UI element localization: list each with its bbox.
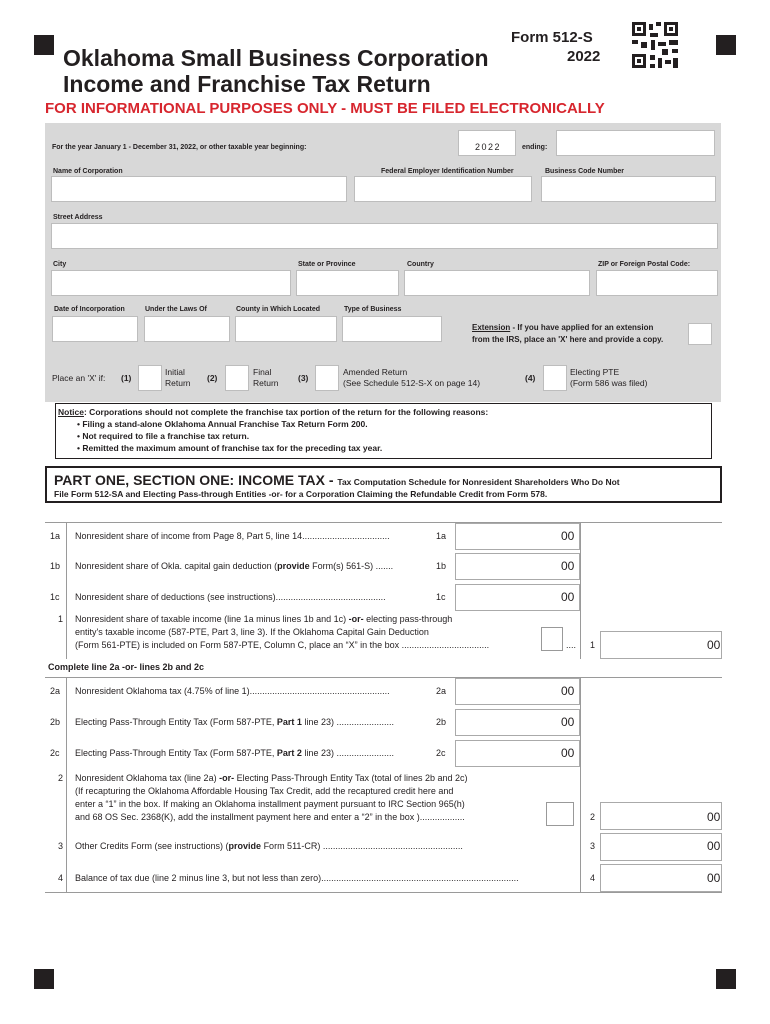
rule-section2-top [45,677,722,678]
line-2c-cents: 00 [561,746,575,760]
final-return-checkbox[interactable] [225,365,249,391]
under-laws-of-field[interactable] [144,316,230,342]
initial-return-label-a: Initial [165,367,185,377]
street-address-field[interactable] [51,223,718,249]
qr-code-icon [632,22,678,68]
line-2b-number: 2b [50,717,61,727]
line-1b-text-a: Nonresident share of Okla. capital gain deduction ( [75,561,278,571]
form-year: 2022 [567,48,601,65]
line-1b-number: 1b [50,561,61,571]
amended-return-checkbox[interactable] [315,365,339,391]
line-2-cents: 00 [707,810,721,824]
electing-pte-label-b: (Form 586 was filed) [570,378,648,388]
line-1a-number: 1a [50,531,61,541]
line-2c-text-a: Electing Pass-Through Entity Tax (Form 587-PTE, [75,748,277,758]
line-3-amount-field[interactable] [600,833,722,861]
line-1-amount-field[interactable] [600,631,722,659]
electing-pte-checkbox[interactable] [543,365,567,391]
county-label: County in Which Located [236,306,320,313]
notice-intro: : Corporations should not complete the franchise tax portion of the return for the following reasons: [83,407,489,417]
line-1-text-line1 [75,614,452,624]
line-2-text-line1 [75,773,468,783]
line-4-number: 4 [58,873,64,883]
form-title-line2: Income and Franchise Tax Return [63,71,431,97]
line-1-text-a: Nonresident share of taxable income (line 1a minus lines 1b and 1c) [75,614,349,624]
line-1b-text-c: Form(s) 561-S) ....... [309,561,394,571]
line-1-number: 1 [58,614,64,624]
date-of-incorporation-field[interactable] [52,316,138,342]
city-field[interactable] [51,270,291,296]
line-2c-ref: 2c [436,748,446,758]
type-of-business-field[interactable] [342,316,442,342]
line-2c-text-b: Part 2 [276,748,302,758]
registration-mark-top-right [716,35,736,55]
part-one-title: PART ONE, SECTION ONE: INCOME TAX - [54,472,338,488]
part-one-subtitle-1: Tax Computation Schedule for Nonresident Shareholders Who Do Not [337,477,620,487]
date-of-incorporation-label: Date of Incorporation [54,306,125,313]
line-2b-cents: 00 [561,715,575,729]
line-1b-ref: 1b [436,561,447,571]
registration-mark-top-left [34,35,54,55]
rule-bottom [45,892,722,893]
initial-return-checkbox[interactable] [138,365,162,391]
franchise-notice-text [58,407,488,419]
line-2b-text-a: Electing Pass-Through Entity Tax (Form 587-PTE, [75,717,277,727]
line-1a-text: Nonresident share of income from Page 8, Part 5, line 14................................... [75,531,390,541]
rule-right-col-2 [580,677,581,892]
extension-line1: - If you have applied for an extension [510,323,654,332]
line-1-ref: 1 [590,640,596,650]
electing-pte-label-a: Electing PTE [570,367,620,377]
line-2-text-line3: enter a “1” in the box. If making an Oklahoma installment payment pursuant to IRC Section 965(h) [75,799,465,809]
complete-line-2-note: Complete line 2a -or- lines 2b and 2c [48,662,205,672]
line-1-text-c: electing pass-through [363,614,453,624]
extension-line2: from the IRS, place an 'X' here and provide a copy. [472,335,664,344]
line-3-number: 3 [58,841,64,851]
line-2a-number: 2a [50,686,61,696]
line-2-amount-field[interactable] [600,802,722,830]
option4-number: (4) [525,373,536,383]
rule-top [45,522,722,523]
county-field[interactable] [235,316,337,342]
line-4-amount-field[interactable] [600,864,722,892]
line-2b-ref: 2b [436,717,447,727]
form-number: Form 512-S [511,29,593,46]
line-4-text: Balance of tax due (line 2 minus line 3, but not less than zero)............................................................................... [75,873,519,883]
corporation-name-field[interactable] [51,176,347,202]
line-2-ref: 2 [590,812,596,822]
zip-label: ZIP or Foreign Postal Code: [598,261,691,268]
rule-right-col [580,522,581,659]
rule-num-col [66,522,67,659]
final-return-label-a: Final [253,367,272,377]
place-x-label: Place an 'X' if: [52,373,106,383]
line-3-text-a: Other Credits Form (see instructions) ( [75,841,229,851]
line-2a-cents: 00 [561,684,575,698]
line-1-cents: 00 [707,638,721,652]
amended-return-label-b: (See Schedule 512-S-X on page 14) [343,378,481,388]
notice-title: Notice [58,407,84,417]
line-3-text-b: provide [228,841,262,851]
registration-mark-bottom-left [34,969,54,989]
extension-text [472,322,663,346]
line-4-cents: 00 [707,871,721,885]
business-code-label: Business Code Number [545,168,624,175]
zip-field[interactable] [596,270,718,296]
part-one-heading [54,472,620,490]
amended-return-label-a: Amended Return [343,367,408,377]
fein-label: Federal Employer Identification Number [381,168,514,175]
line-3-ref: 3 [590,841,596,851]
line-2-recapture-box[interactable] [546,802,574,826]
line-2-text-a: Nonresident Oklahoma tax (line 2a) [75,773,220,783]
line-4-ref: 4 [590,873,596,883]
under-laws-of-label: Under the Laws Of [145,306,207,313]
line-2-text-c: Electing Pass-Through Entity Tax (total of lines 2b and 2c) [234,773,468,783]
line-1-text-line3: (Form 561-PTE) is included on Form 587-PTE, Column C, place an “X” in the box ................................... [75,640,490,650]
line-1c-text: Nonresident share of deductions (see instructions)............................................ [75,592,386,602]
business-code-field[interactable] [541,176,716,202]
corporation-name-label: Name of Corporation [53,168,123,175]
line-3-text [75,841,515,851]
notice-item-1: • Filing a stand-alone Oklahoma Annual Franchise Tax Return Form 200. [77,419,368,429]
line-1b-text-b: provide [277,561,310,571]
line-2b-text [75,717,433,727]
type-of-business-label: Type of Business [344,306,402,313]
line-1c-cents: 00 [561,590,575,604]
registration-mark-bottom-right [716,969,736,989]
line-2b-text-b: Part 1 [276,717,302,727]
line-1c-ref: 1c [436,592,446,602]
line-1c-number: 1c [50,592,60,602]
notice-item-3: • Remitted the maximum amount of franchise tax for the preceding tax year. [77,443,383,453]
line-2c-text [75,748,433,758]
tax-year-ending-field[interactable] [556,130,715,156]
line-2-text-line4: and 68 OS Sec. 2368(K), add the installment payment here and enter a “2” in the box ).................. [75,812,465,822]
line-1b-text [75,561,433,571]
line-1a-ref: 1a [436,531,447,541]
line-3-cents: 00 [707,839,721,853]
line-3-text-c: Form 511-CR) ........................................................ [261,841,463,851]
line-1-text-line2: entity's taxable income (587-PTE, Part 3, line 3). If the Oklahoma Capital Gain Deduction [75,627,429,637]
electronic-filing-notice: FOR INFORMATIONAL PURPOSES ONLY - MUST BE FILED ELECTRONICALLY [45,100,605,117]
extension-title: Extension [472,323,511,332]
line-2b-text-c: line 23) ....................... [301,717,394,727]
ending-label: ending: [522,144,548,151]
street-address-label: Street Address [53,214,103,221]
country-field[interactable] [404,270,590,296]
rule-num-col-2 [66,677,67,892]
state-field[interactable] [296,270,399,296]
line-2-number: 2 [58,773,64,783]
city-label: City [53,261,67,268]
line-1b-cents: 00 [561,559,575,573]
extension-checkbox[interactable] [688,323,712,345]
part-one-subtitle-2: File Form 512-SA and Electing Pass-through Entities -or- for a Corporation Claiming the Refundable Credit from Form 578. [54,489,548,499]
initial-return-label-b: Return [165,378,191,388]
form-title-line1: Oklahoma Small Business Corporation [63,45,489,71]
state-label: State or Province [298,261,356,268]
final-return-label-b: Return [253,378,279,388]
option2-number: (2) [207,373,218,383]
option1-number: (1) [121,373,132,383]
tax-year-value: 2022 [475,142,502,152]
line-2c-text-c: line 23) ....................... [301,748,394,758]
line-2a-ref: 2a [436,686,447,696]
option3-number: (3) [298,373,309,383]
line-2a-text: Nonresident Oklahoma tax (4.75% of line 1)........................................................ [75,686,390,696]
tax-period-label: For the year January 1 - December 31, 2022, or other taxable year beginning: [52,144,307,151]
line-1a-cents: 00 [561,529,575,543]
line-1-dots: .... [566,640,577,650]
line-1-text-b: -or- [348,614,364,624]
line-2-text-b: -or- [219,773,235,783]
line-2-text-line2: (If recapturing the Oklahoma Affordable Housing Tax Credit, add the recaptured credit here and [75,786,454,796]
fein-field[interactable] [354,176,532,202]
line-1-capital-gain-checkbox[interactable] [541,627,563,651]
country-label: Country [407,261,434,268]
notice-item-2: • Not required to file a franchise tax return. [77,431,250,441]
line-2c-number: 2c [50,748,60,758]
